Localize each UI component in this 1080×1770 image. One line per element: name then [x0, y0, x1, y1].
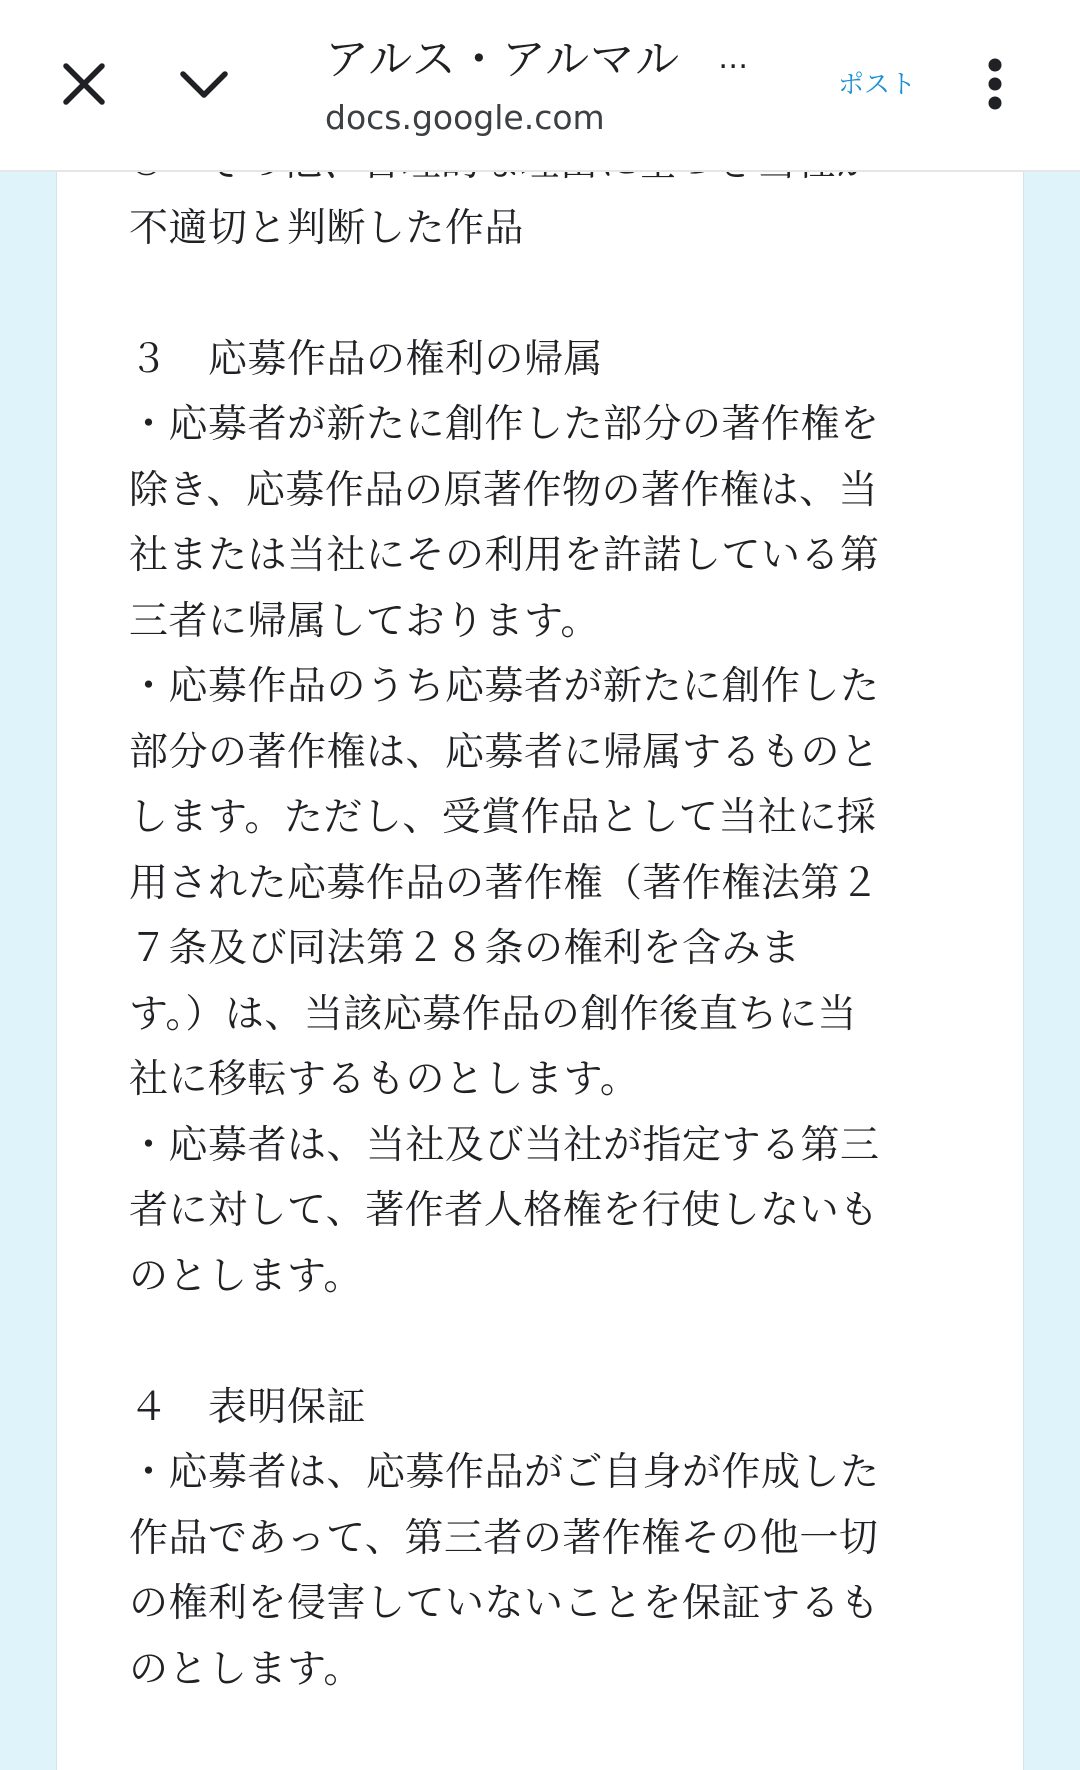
document-line: ・応募者が新たに創作した部分の著作権を — [129, 402, 880, 447]
minimize-button[interactable] — [172, 52, 236, 116]
document-line: ・応募者は、当社及び当社が指定する第三 — [129, 1122, 880, 1168]
document-page — [56, 120, 1024, 1770]
page-url: docs.google.com — [325, 98, 605, 137]
title-block — [325, 28, 785, 141]
document-line: ・応募者は、応募作品がご自身が作成した — [129, 1450, 880, 1495]
page-title — [325, 28, 785, 91]
more-options-button[interactable] — [965, 52, 1025, 116]
document-line: 用された応募作品の著作権（著作権法第２ — [129, 860, 880, 906]
document-line: の権利を侵害していないことを保証するも — [129, 1581, 880, 1626]
document-line: 作品であって、第三者の著作権その他一切 — [129, 1515, 879, 1561]
document-line: す。）は、当該応募作品の創作後直ちに当 — [129, 991, 857, 1037]
blank-line — [129, 261, 949, 327]
close-button[interactable] — [52, 52, 116, 116]
title-ellipsis: … — [718, 41, 750, 76]
document-line: 不適切と判断した作品 — [129, 205, 525, 251]
document-line: 除き、応募作品の原著作物の著作権は、当 — [129, 467, 878, 513]
page-title-text: アルス・アルマル — [325, 34, 681, 85]
document-line: ・応募作品のうち応募者が新たに創作した — [129, 664, 880, 709]
blank-line — [129, 1309, 949, 1375]
document-line: のとします。 — [129, 1253, 363, 1299]
document-line: します。ただし、受賞作品として当社に採 — [129, 795, 877, 840]
document-line: ３ 応募作品の権利の帰属 — [129, 336, 604, 382]
document-line: 社に移転するものとします。 — [129, 1057, 640, 1102]
document-line: 者に対して、著作者人格権を行使しないも — [129, 1188, 879, 1233]
document-line: ７条及び同法第２８条の権利を含みま — [129, 926, 801, 971]
document-line: ４ 表明保証 — [129, 1384, 367, 1430]
document-line: のとします。 — [129, 1646, 363, 1692]
chevron-down-icon — [179, 68, 229, 100]
document-line: 部分の著作権は、応募者に帰属するものと — [129, 729, 880, 775]
browser-toolbar — [0, 0, 1080, 172]
close-icon — [62, 62, 106, 106]
more-vert-icon — [987, 58, 1003, 110]
document-line: 社または当社にその利用を許諾している第 — [129, 533, 880, 578]
post-button[interactable]: ポスト — [838, 70, 917, 100]
document-body — [129, 130, 949, 1702]
document-line: 三者に帰属しております。 — [129, 598, 600, 644]
